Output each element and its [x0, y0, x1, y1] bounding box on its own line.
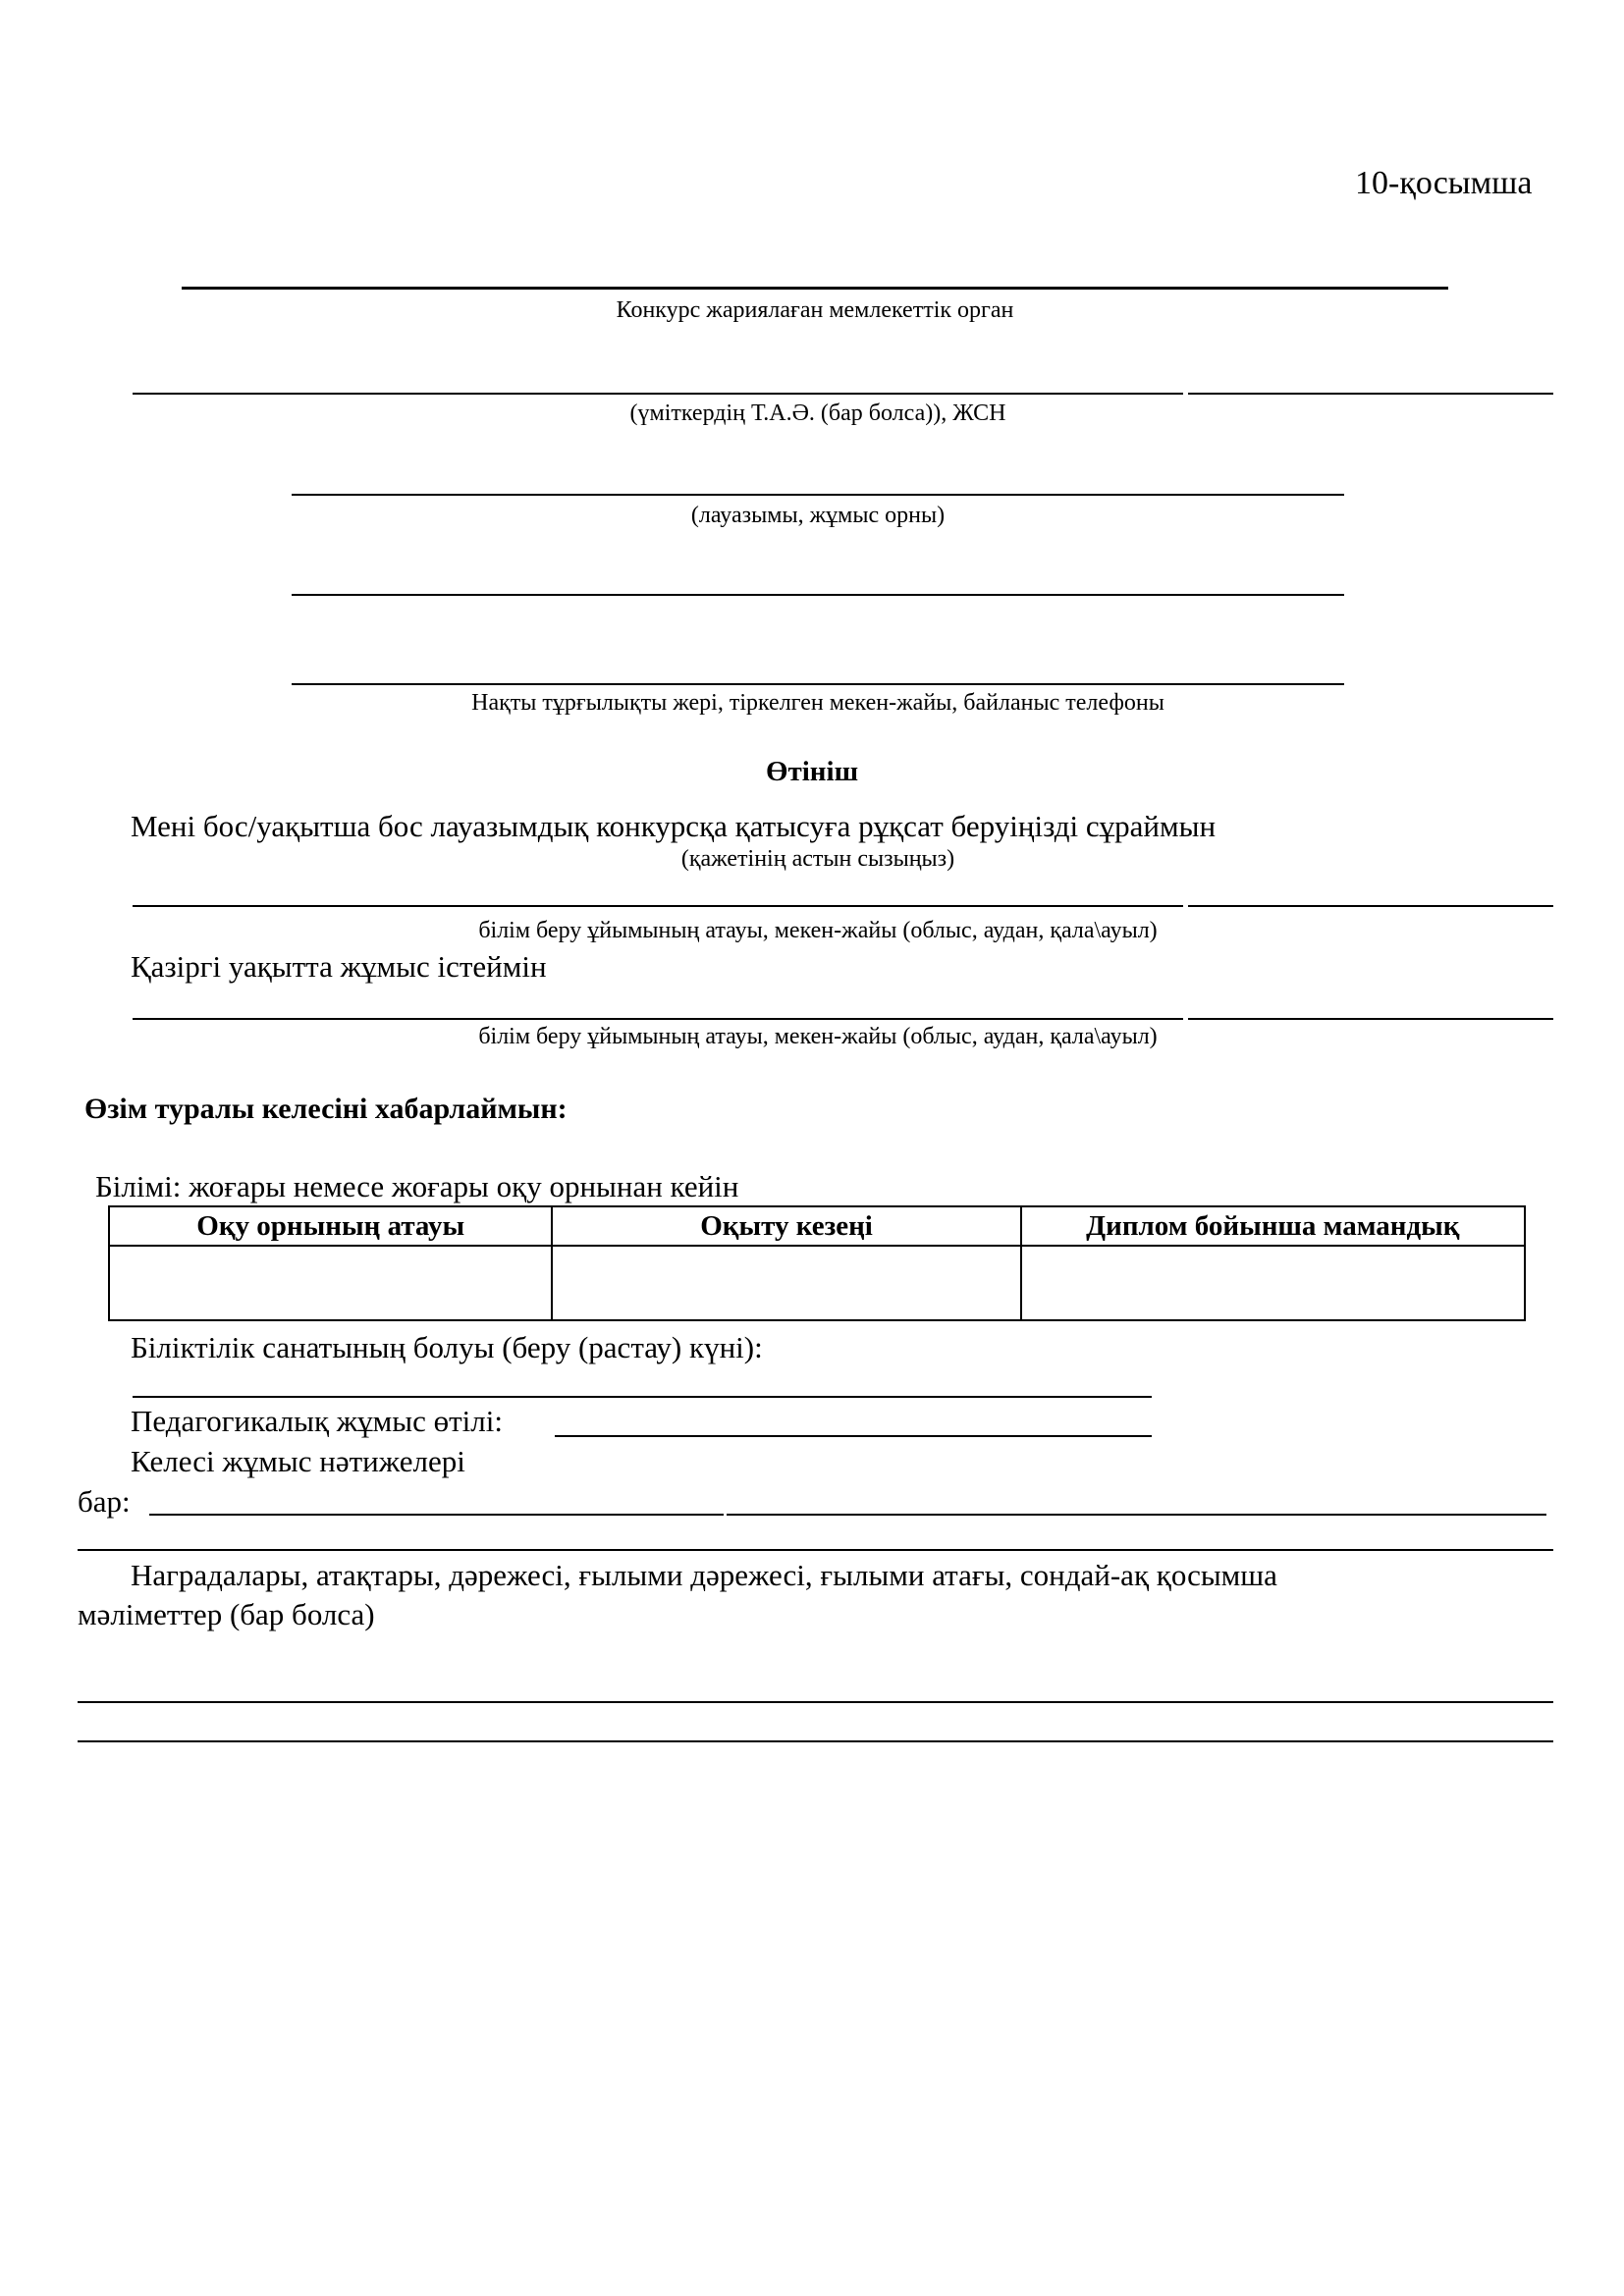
address-caption: Нақты тұрғылықты жері, тіркелген мекен-жайы, байланыс телефоны: [471, 690, 1164, 716]
awards-line-2[interactable]: [78, 1740, 1553, 1742]
org-1-line-left[interactable]: [133, 905, 1183, 907]
org-1-line-right[interactable]: [1188, 905, 1553, 907]
org-2-line-left[interactable]: [133, 1018, 1183, 1020]
position-caption: (лауазымы, жұмыс орны): [690, 503, 946, 528]
table-cell-period[interactable]: [552, 1246, 1020, 1320]
results-line-right[interactable]: [727, 1514, 1546, 1516]
org-caption: Конкурс жариялаған мемлекеттік орган: [616, 297, 1014, 323]
org-2-line-right[interactable]: [1188, 1018, 1553, 1020]
org-line[interactable]: [182, 287, 1448, 290]
education-label: Білімі: жоғары немесе жоғары оқу орнынан кейін: [95, 1169, 739, 1203]
appendix-label: 10-қосымша: [1355, 165, 1533, 201]
request-text: Мені бос/уақытша бос лауазымдық конкурсқа қатысуға рұқсат беруіңізді сұраймын: [131, 809, 1217, 843]
current-work-text: Қазіргі уақытта жұмыс істеймін: [131, 949, 547, 984]
address-line-2[interactable]: [292, 683, 1344, 685]
results-text-1: Келесі жұмыс нәтижелері: [131, 1444, 465, 1478]
experience-line[interactable]: [555, 1435, 1152, 1437]
table-row: [109, 1246, 1525, 1320]
about-heading: Өзім туралы келесіні хабарлаймын:: [84, 1093, 568, 1125]
qualification-text: Біліктілік санатының болуы (беру (растау) күні):: [131, 1330, 763, 1364]
table-header-period: Оқыту кезеңі: [552, 1206, 1020, 1246]
results-text-2: бар:: [78, 1484, 131, 1519]
table-cell-specialty[interactable]: [1021, 1246, 1525, 1320]
table-header-row: [109, 1206, 1525, 1246]
table-header-institution: Оқу орнының атауы: [109, 1206, 552, 1246]
underline-hint: (қажетінің астын сызыңыз): [680, 846, 955, 872]
position-line[interactable]: [292, 494, 1344, 496]
org-2-caption: білім беру ұйымының атауы, мекен-жайы (облыс, аудан, қала\ауыл): [478, 1024, 1158, 1049]
candidate-caption: (үміткердің Т.А.Ә. (бар болса)), ЖСН: [629, 400, 1006, 426]
address-line-1[interactable]: [292, 594, 1344, 596]
education-table: [108, 1205, 1526, 1321]
awards-text-2: мәліметтер (бар болса): [78, 1597, 375, 1631]
candidate-line-right[interactable]: [1188, 393, 1553, 395]
candidate-line-left[interactable]: [133, 393, 1183, 395]
org-1-caption: білім беру ұйымының атауы, мекен-жайы (облыс, аудан, қала\ауыл): [478, 918, 1158, 943]
experience-text: Педагогикалық жұмыс өтілі:: [131, 1404, 503, 1438]
results-line-2[interactable]: [78, 1549, 1553, 1551]
qualification-line[interactable]: [133, 1396, 1152, 1398]
results-line-left[interactable]: [149, 1514, 724, 1516]
awards-text-1: Наградалары, атақтары, дәрежесі, ғылыми дәрежесі, ғылыми атағы, сондай-ақ қосымша: [131, 1558, 1277, 1592]
table-cell-institution[interactable]: [109, 1246, 552, 1320]
table-header-specialty: Диплом бойынша мамандық: [1021, 1206, 1525, 1246]
application-title: Өтініш: [765, 756, 859, 787]
awards-line-1[interactable]: [78, 1701, 1553, 1703]
